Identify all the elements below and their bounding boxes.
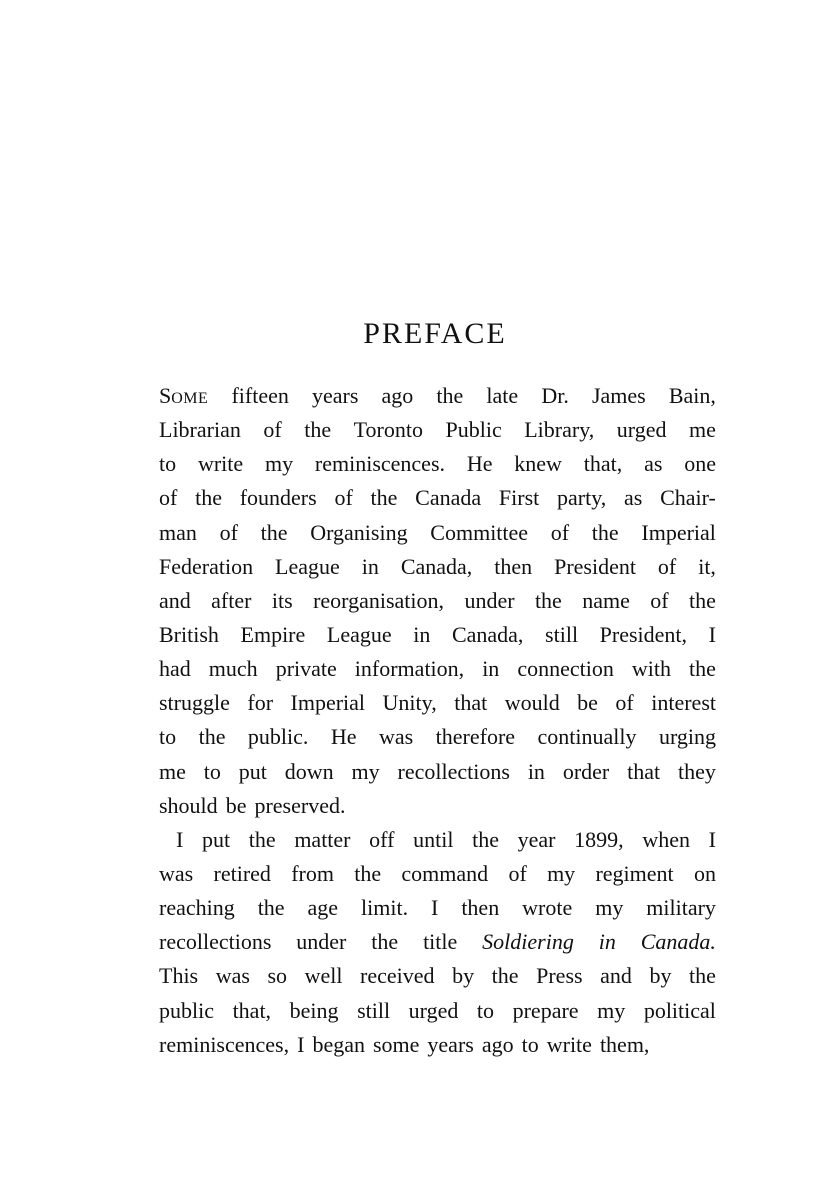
word: I xyxy=(431,895,439,921)
word: was xyxy=(215,963,250,989)
word: still xyxy=(545,621,579,647)
word: Committee xyxy=(430,519,529,545)
word: down xyxy=(284,758,334,784)
word: urging xyxy=(658,724,716,750)
word: of xyxy=(508,860,527,886)
word: League xyxy=(275,553,340,579)
word: Organising xyxy=(310,519,408,545)
word: the xyxy=(472,826,499,852)
text-line xyxy=(159,925,716,959)
word: wrote xyxy=(522,895,573,921)
word: regiment xyxy=(595,860,674,886)
word: then xyxy=(494,553,533,579)
word: struggle xyxy=(159,690,230,716)
word: the xyxy=(491,963,519,989)
word: the xyxy=(370,485,398,511)
word: that, xyxy=(232,997,272,1023)
word: for xyxy=(247,690,274,716)
word: my xyxy=(597,997,626,1023)
word: they xyxy=(677,758,716,784)
word: much xyxy=(208,656,258,682)
word: in xyxy=(482,656,500,682)
word: ago xyxy=(481,1031,514,1057)
word: them, xyxy=(599,1031,650,1057)
word: I xyxy=(708,621,716,647)
word: to xyxy=(203,758,221,784)
word: reminiscences, xyxy=(159,1031,290,1057)
text-line xyxy=(159,447,716,481)
word: ago xyxy=(381,383,414,408)
word: Empire xyxy=(240,621,306,647)
word: would xyxy=(504,690,560,716)
word: my xyxy=(547,860,576,886)
word: so xyxy=(267,963,288,989)
word: late xyxy=(486,383,519,408)
word: age xyxy=(307,895,339,921)
word: was xyxy=(159,860,194,886)
word: founders xyxy=(239,485,317,511)
word: by xyxy=(452,963,475,989)
word: continually xyxy=(537,724,637,750)
word: Library, xyxy=(524,417,595,443)
word: political xyxy=(643,997,716,1023)
word: command xyxy=(401,860,489,886)
word: Dr. xyxy=(541,383,569,408)
word: military xyxy=(646,895,716,921)
word: of xyxy=(159,485,178,511)
word: as xyxy=(624,485,643,511)
word: interest xyxy=(651,690,716,716)
word: matter xyxy=(294,826,351,852)
word: that xyxy=(454,690,488,716)
text-line xyxy=(159,686,716,720)
text-line xyxy=(159,994,716,1028)
text-line xyxy=(159,652,716,686)
word: to xyxy=(476,997,495,1023)
word: me xyxy=(689,417,716,443)
word: reaching xyxy=(159,895,235,921)
word: Canada xyxy=(415,485,482,511)
word: Canada. xyxy=(640,929,716,955)
word: Public xyxy=(445,417,502,443)
word: put xyxy=(201,826,231,852)
word: be xyxy=(577,690,598,716)
word: man xyxy=(159,519,197,545)
word: on xyxy=(693,860,716,886)
word: that, xyxy=(583,451,623,477)
word: to xyxy=(159,451,177,477)
text-line xyxy=(159,584,716,618)
word: urged xyxy=(616,417,667,443)
text-line xyxy=(159,857,716,891)
word: urged xyxy=(408,997,459,1023)
word: SOME xyxy=(159,383,209,408)
word: This xyxy=(159,963,199,989)
word: it, xyxy=(698,553,716,579)
word: should xyxy=(159,792,218,818)
word: the xyxy=(257,895,285,921)
word: the xyxy=(689,656,716,682)
text-line xyxy=(159,1028,716,1062)
word: the xyxy=(371,929,399,955)
word: still xyxy=(357,997,391,1023)
word: James xyxy=(591,383,646,408)
word: Federation xyxy=(159,553,254,579)
text-line xyxy=(159,550,716,584)
word: Librarian xyxy=(159,417,241,443)
word: when xyxy=(642,826,690,852)
word: the xyxy=(534,587,562,613)
word: was xyxy=(378,724,414,750)
page-heading: PREFACE xyxy=(363,317,507,350)
word: and xyxy=(600,963,632,989)
word: put xyxy=(238,758,267,784)
word: off xyxy=(369,826,395,852)
word: years xyxy=(427,1031,474,1057)
word: knew xyxy=(514,451,562,477)
text-line xyxy=(159,379,716,413)
word: First xyxy=(498,485,540,511)
word: title xyxy=(423,929,458,955)
word: I xyxy=(297,1031,305,1057)
word: the xyxy=(689,963,716,989)
word: after xyxy=(211,587,252,613)
word: the xyxy=(198,724,226,750)
word: prepare xyxy=(512,997,579,1023)
word: public xyxy=(159,997,214,1023)
word: with xyxy=(631,656,671,682)
word: the xyxy=(436,383,464,408)
text-line xyxy=(159,516,716,550)
word: Canada, xyxy=(400,553,473,579)
word: Canada, xyxy=(451,621,524,647)
word: years xyxy=(311,383,359,408)
text-line xyxy=(159,413,716,447)
word: connection xyxy=(517,656,614,682)
word: private xyxy=(275,656,337,682)
word: its xyxy=(271,587,293,613)
word: public. xyxy=(247,724,309,750)
word: write xyxy=(546,1031,592,1057)
word: be xyxy=(225,792,247,818)
word: then xyxy=(461,895,500,921)
word: in xyxy=(413,621,431,647)
word: my xyxy=(264,451,294,477)
word: of xyxy=(550,519,570,545)
word: my xyxy=(595,895,624,921)
word: from xyxy=(291,860,334,886)
word: under xyxy=(296,929,347,955)
text-line xyxy=(159,891,716,925)
text-line xyxy=(159,481,716,515)
word: 1899, xyxy=(574,826,624,852)
word: recollections xyxy=(159,929,272,955)
word: Unity, xyxy=(382,690,437,716)
word: in xyxy=(598,929,616,955)
word: British xyxy=(159,621,219,647)
word: of xyxy=(263,417,282,443)
word: Bain, xyxy=(668,383,716,408)
word: well xyxy=(304,963,343,989)
text-line xyxy=(159,959,716,993)
word: Imperial xyxy=(290,690,366,716)
word: Press xyxy=(536,963,583,989)
word: me xyxy=(159,758,186,784)
word: to xyxy=(159,724,177,750)
word: that xyxy=(627,758,661,784)
word: retired xyxy=(213,860,271,886)
word: to xyxy=(521,1031,539,1057)
text-line xyxy=(159,720,716,754)
word: He xyxy=(330,724,357,750)
word: limit. xyxy=(361,895,409,921)
word: as xyxy=(644,451,663,477)
word: information, xyxy=(354,656,465,682)
word: my xyxy=(351,758,380,784)
word: year xyxy=(517,826,556,852)
word: of xyxy=(615,690,634,716)
word: therefore xyxy=(435,724,516,750)
word: He xyxy=(466,451,493,477)
word: name xyxy=(582,587,630,613)
word: Soldiering xyxy=(482,929,574,955)
preface-text xyxy=(159,379,716,1062)
word: and xyxy=(159,587,191,613)
word: in xyxy=(361,553,379,579)
word: League xyxy=(326,621,392,647)
word: the xyxy=(304,417,332,443)
word: Imperial xyxy=(641,519,716,545)
word: the xyxy=(591,519,619,545)
word: recollections xyxy=(397,758,510,784)
word: by xyxy=(649,963,672,989)
text-line xyxy=(159,618,716,652)
word: some xyxy=(372,1031,420,1057)
word: Toronto xyxy=(353,417,423,443)
word: the xyxy=(260,519,288,545)
word: began xyxy=(312,1031,365,1057)
word: of xyxy=(657,553,677,579)
word: the xyxy=(689,587,716,613)
word: reorganisation, xyxy=(313,587,445,613)
word: party, xyxy=(557,485,607,511)
word: of xyxy=(334,485,353,511)
word: the xyxy=(354,860,382,886)
word: preserved. xyxy=(254,792,346,818)
word: of xyxy=(219,519,238,545)
word: under xyxy=(464,587,515,613)
word: of xyxy=(650,587,669,613)
word: one xyxy=(684,451,716,477)
word: fifteen xyxy=(231,383,289,408)
word: the xyxy=(248,826,276,852)
word: in xyxy=(527,758,545,784)
word: the xyxy=(195,485,222,511)
text-line xyxy=(159,823,716,857)
word: President, xyxy=(599,621,688,647)
word: President xyxy=(554,553,636,579)
word: reminiscences. xyxy=(314,451,445,477)
text-line xyxy=(159,789,716,823)
word: until xyxy=(413,826,454,852)
word: write xyxy=(197,451,244,477)
word: had xyxy=(159,656,191,682)
word: being xyxy=(289,997,339,1023)
word: order xyxy=(562,758,610,784)
word: I xyxy=(708,826,716,852)
word: Chair- xyxy=(660,485,716,511)
word: I xyxy=(176,826,184,852)
word: received xyxy=(360,963,435,989)
text-line xyxy=(159,755,716,789)
